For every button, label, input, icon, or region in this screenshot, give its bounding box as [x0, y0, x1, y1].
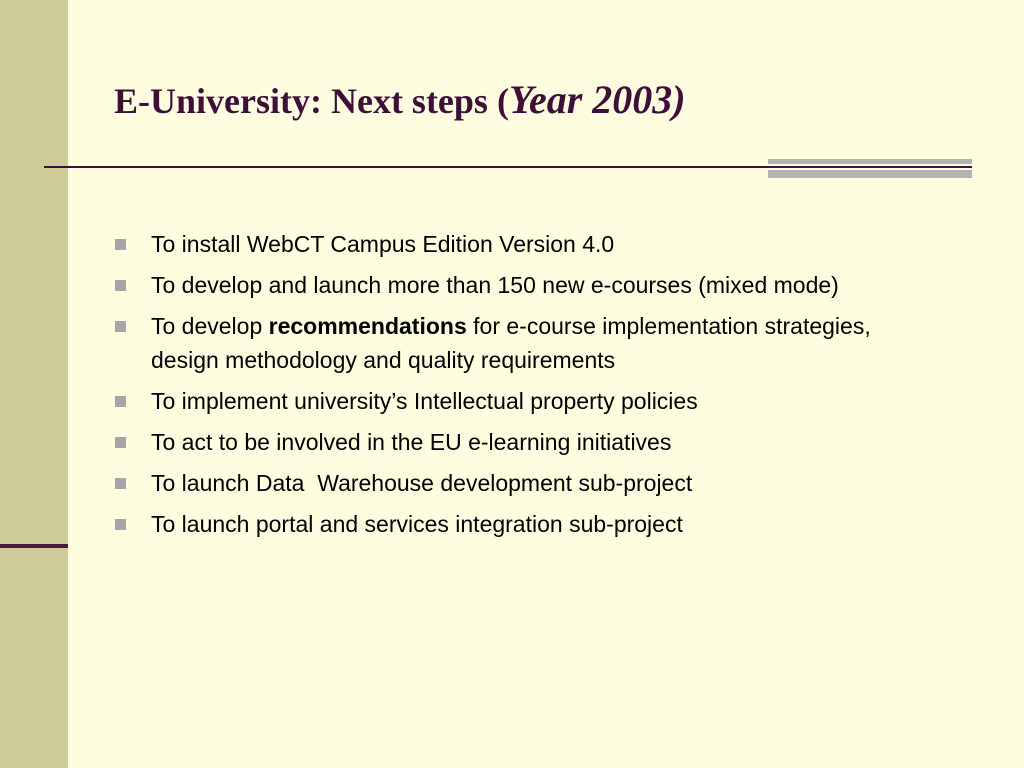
bullet-item — [114, 466, 934, 500]
bullet-text: To install WebCT Campus Edition Version 4.0 — [151, 231, 615, 257]
square-bullet-icon — [115, 396, 126, 407]
bullet-text-emphasis: recommendations — [268, 313, 467, 339]
slide-title-main: E-University: Next steps ( — [114, 81, 509, 121]
bullet-item — [114, 268, 934, 302]
bullet-text: To launch Data Warehouse development sub-project — [151, 470, 693, 496]
slide-title — [114, 76, 686, 125]
bullet-text: To implement university’s Intellectual property policies — [151, 388, 698, 414]
square-bullet-icon — [115, 321, 126, 332]
slide-title-year: Year 2003) — [508, 77, 686, 122]
divider-gray-bar-top — [768, 159, 972, 164]
left-decorative-band — [0, 0, 68, 768]
bullet-item — [114, 309, 934, 377]
left-band-accent-line — [0, 544, 68, 548]
bullet-list — [114, 227, 934, 548]
square-bullet-icon — [115, 519, 126, 530]
bullet-item — [114, 384, 934, 418]
bullet-item — [114, 425, 934, 459]
bullet-item — [114, 507, 934, 541]
bullet-text — [151, 313, 871, 373]
divider-gray-bar-bottom — [768, 170, 972, 178]
square-bullet-icon — [115, 280, 126, 291]
square-bullet-icon — [115, 437, 126, 448]
bullet-text-pre: To develop — [151, 313, 269, 339]
bullet-text-post: for e-course implementation strategies, design methodology and quality requirements — [151, 313, 871, 373]
title-divider — [44, 166, 972, 168]
bullet-text: To develop and launch more than 150 new e-courses (mixed mode) — [151, 272, 839, 298]
square-bullet-icon — [115, 478, 126, 489]
bullet-text: To act to be involved in the EU e-learning initiatives — [151, 429, 672, 455]
bullet-item — [114, 227, 934, 261]
bullet-text: To launch portal and services integration sub-project — [151, 511, 683, 537]
square-bullet-icon — [115, 239, 126, 250]
